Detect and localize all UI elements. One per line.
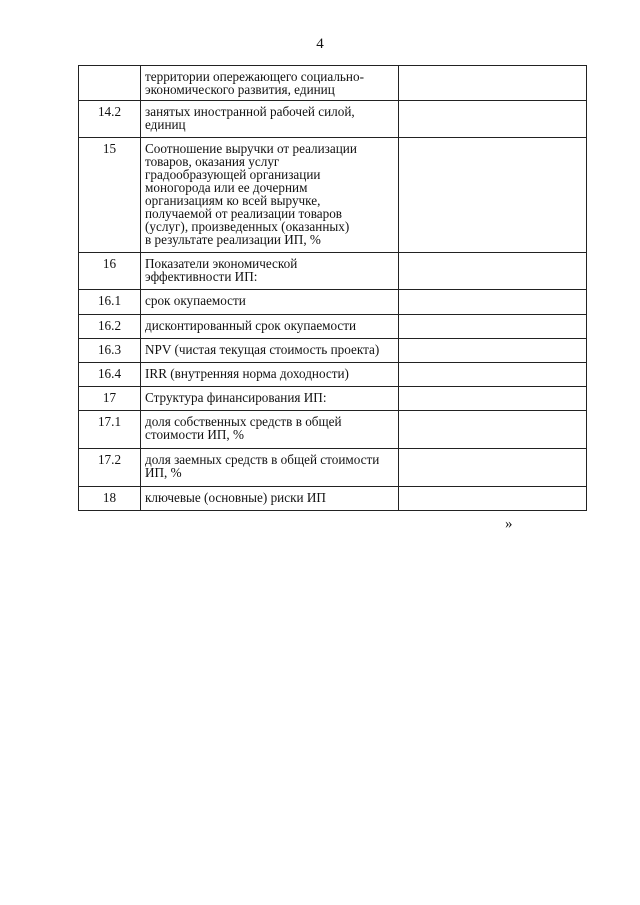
- table-row: [79, 363, 587, 387]
- row-text: IRR (внутренняя норма доходности): [141, 363, 399, 387]
- table-row: [79, 339, 587, 363]
- row-text: дисконтированный срок окупаемости: [141, 315, 399, 339]
- table-row: [79, 253, 587, 290]
- row-value: [399, 387, 587, 411]
- row-number: 16.4: [79, 363, 141, 387]
- table-row: [79, 387, 587, 411]
- closing-quote: »: [505, 516, 513, 532]
- table-row: [79, 101, 587, 138]
- row-value: [399, 253, 587, 290]
- row-text: ключевые (основные) риски ИП: [141, 487, 399, 511]
- row-text: занятых иностранной рабочей силой, единиц: [141, 101, 399, 138]
- row-value: [399, 411, 587, 449]
- row-text: срок окупаемости: [141, 290, 399, 315]
- table-row: [79, 290, 587, 315]
- row-value: [399, 101, 587, 138]
- row-text: NPV (чистая текущая стоимость проекта): [141, 339, 399, 363]
- row-value: [399, 339, 587, 363]
- row-number: 16.2: [79, 315, 141, 339]
- table-row: [79, 315, 587, 339]
- row-value: [399, 138, 587, 253]
- table-row: [79, 138, 587, 253]
- row-number: 18: [79, 487, 141, 511]
- table-row: [79, 411, 587, 449]
- row-number: 16.1: [79, 290, 141, 315]
- row-value: [399, 487, 587, 511]
- row-text: территории опережающего социально- экономического развития, единиц: [141, 66, 399, 101]
- table-row: [79, 449, 587, 487]
- row-number: 17.2: [79, 449, 141, 487]
- row-value: [399, 363, 587, 387]
- page-number: 4: [316, 36, 324, 52]
- table-row: [79, 66, 587, 101]
- row-value: [399, 290, 587, 315]
- row-text: доля заемных средств в общей стоимости ИП, %: [141, 449, 399, 487]
- row-text: доля собственных средств в общей стоимости ИП, %: [141, 411, 399, 449]
- row-text: Показатели экономической эффективности ИП:: [141, 253, 399, 290]
- row-text: Структура финансирования ИП:: [141, 387, 399, 411]
- row-text: Соотношение выручки от реализации товаров, оказания услуг градообразующей организации моногорода или ее дочерним организациям ко всей выручке, получаемой от реализации товаров (услуг), произведенных (оказанных) в результате реализации ИП, %: [141, 138, 399, 253]
- row-value: [399, 315, 587, 339]
- indicators-table: [78, 65, 587, 511]
- row-value: [399, 449, 587, 487]
- row-number: 17: [79, 387, 141, 411]
- row-number: 16.3: [79, 339, 141, 363]
- table-row: [79, 487, 587, 511]
- row-number: 14.2: [79, 101, 141, 138]
- row-number: 16: [79, 253, 141, 290]
- row-number: 17.1: [79, 411, 141, 449]
- row-number: 15: [79, 138, 141, 253]
- row-number: [79, 66, 141, 101]
- row-value: [399, 66, 587, 101]
